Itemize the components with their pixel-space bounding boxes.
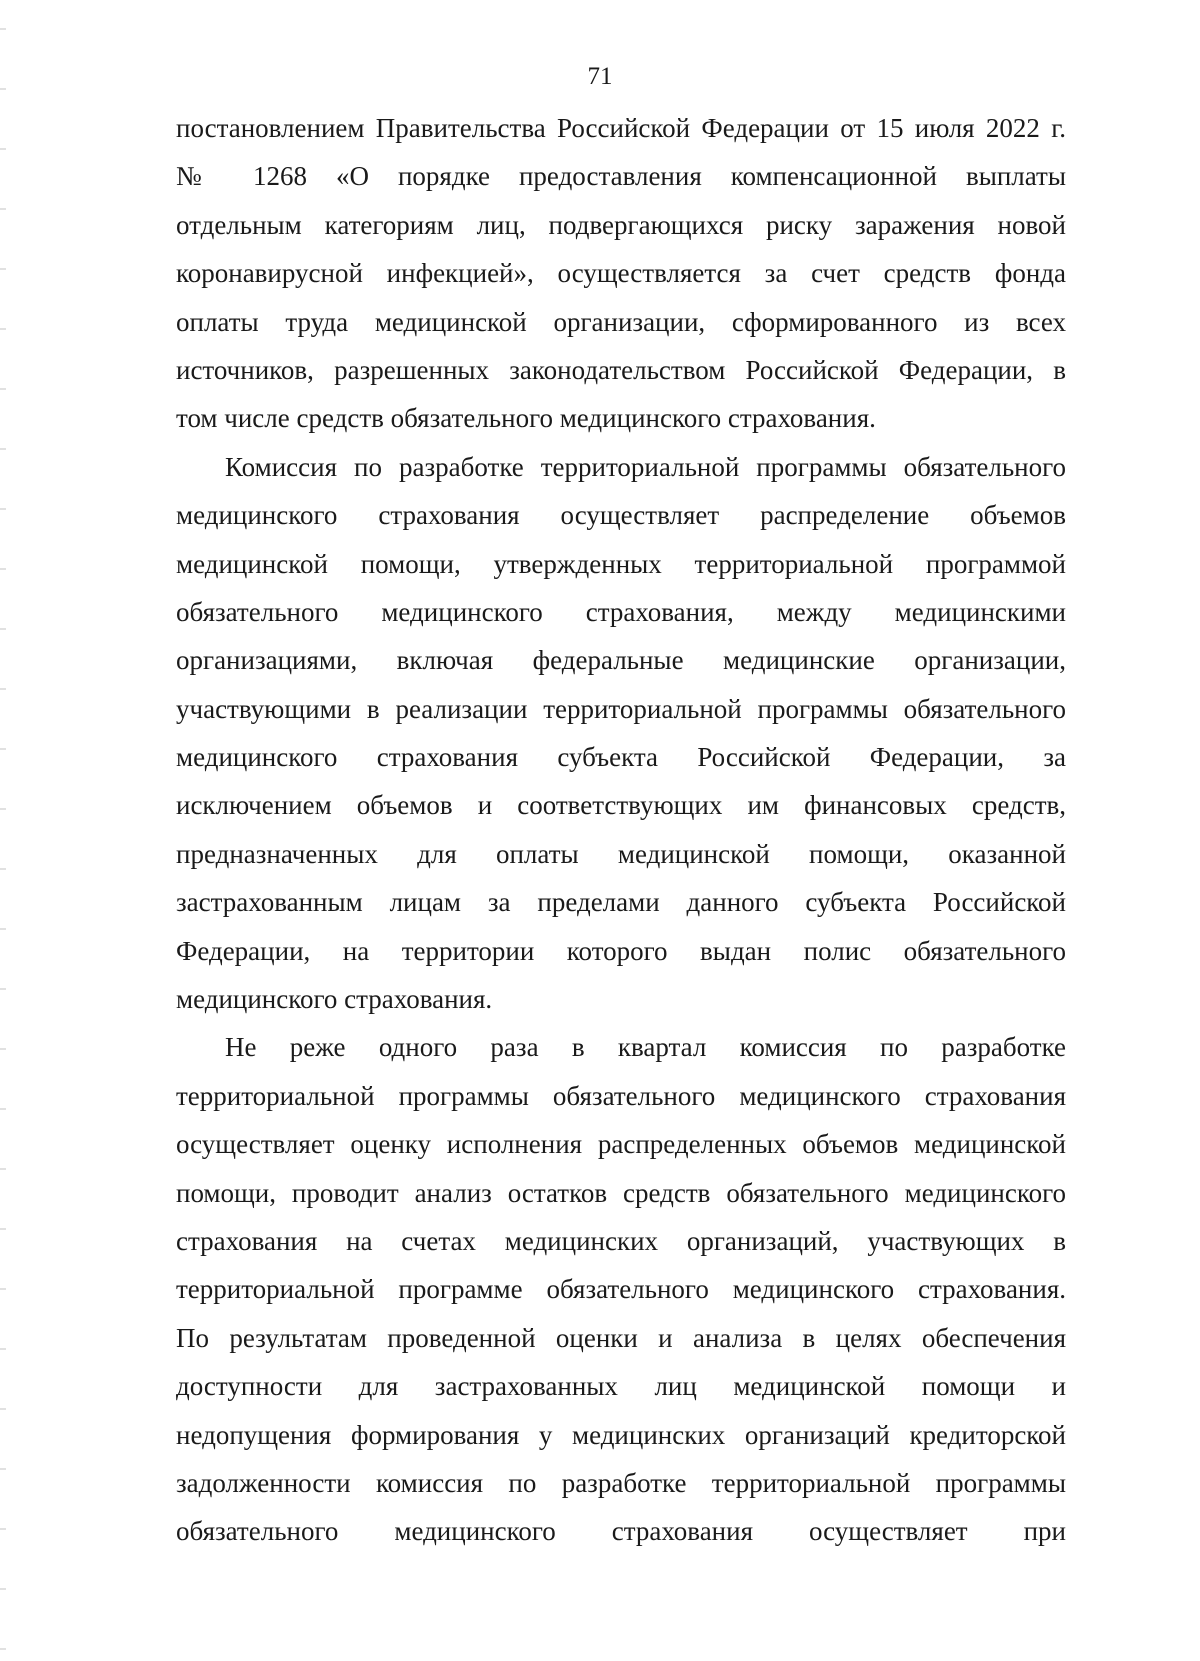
text-line: застрахованным лицам за пределами данного субъекта Российской: [176, 887, 1066, 918]
text-line: По результатам проведенной оценки и анализа в целях обеспечения: [176, 1322, 1066, 1353]
text-line: Федерации, на территории которого выдан полис обязательного: [176, 935, 1066, 966]
page-number: 71: [587, 63, 613, 90]
text-line: осуществляет оценку исполнения распределенных объемов медицинской: [176, 1129, 1066, 1160]
text-line: Не реже одного раза в квартал комиссия по разработке: [225, 1032, 1066, 1063]
text-line: страхования на счетах медицинских организаций, участвующих в: [176, 1225, 1066, 1256]
body-text: [176, 104, 1066, 1556]
text-line: обязательного медицинского страхования осуществляет при: [176, 1516, 1066, 1547]
text-line: медицинской помощи, утвержденных территориальной программой: [176, 548, 1066, 579]
text-line: помощи, проводит анализ остатков средств обязательного медицинского: [176, 1177, 1066, 1208]
text-line: территориальной программе обязательного медицинского страхования.: [176, 1274, 1066, 1305]
text-line: том числе средств обязательного медицинского страхования.: [176, 403, 876, 434]
text-line: коронавирусной инфекцией», осуществляется за счет средств фонда: [176, 258, 1066, 289]
text-line: недопущения формирования у медицинских организаций кредиторской: [176, 1419, 1066, 1450]
text-line: организациями, включая федеральные медицинские организации,: [176, 645, 1066, 676]
text-line: задолженности комиссия по разработке территориальной программы: [176, 1467, 1066, 1498]
text-line: № 1268 «О порядке предоставления компенсационной выплаты: [176, 161, 1066, 192]
text-line: обязательного медицинского страхования, между медицинскими: [176, 596, 1066, 627]
text-line: оплаты труда медицинской организации, сформированного из всех: [176, 306, 1066, 337]
text-line: предназначенных для оплаты медицинской помощи, оказанной: [176, 838, 1066, 869]
text-line: постановлением Правительства Российской Федерации от 15 июля 2022 г.: [176, 113, 1066, 143]
text-line: медицинского страхования.: [176, 984, 493, 1015]
text-line: отдельным категориям лиц, подвергающихся риску заражения новой: [176, 209, 1066, 240]
text-line: медицинского страхования осуществляет распределение объемов: [176, 500, 1066, 531]
text-line: Комиссия по разработке территориальной программы обязательного: [225, 451, 1066, 482]
text-line: территориальной программы обязательного медицинского страхования: [176, 1080, 1066, 1111]
text-line: источников, разрешенных законодательством Российской Федерации, в: [176, 354, 1066, 385]
text-line: медицинского страхования субъекта Российской Федерации, за: [176, 742, 1066, 773]
scan-edge-marks: [0, 0, 6, 1661]
text-line: доступности для застрахованных лиц медицинской помощи и: [176, 1371, 1066, 1402]
text-line: участвующими в реализации территориальной программы обязательного: [176, 693, 1066, 724]
text-line: исключением объемов и соответствующих им финансовых средств,: [176, 790, 1066, 821]
